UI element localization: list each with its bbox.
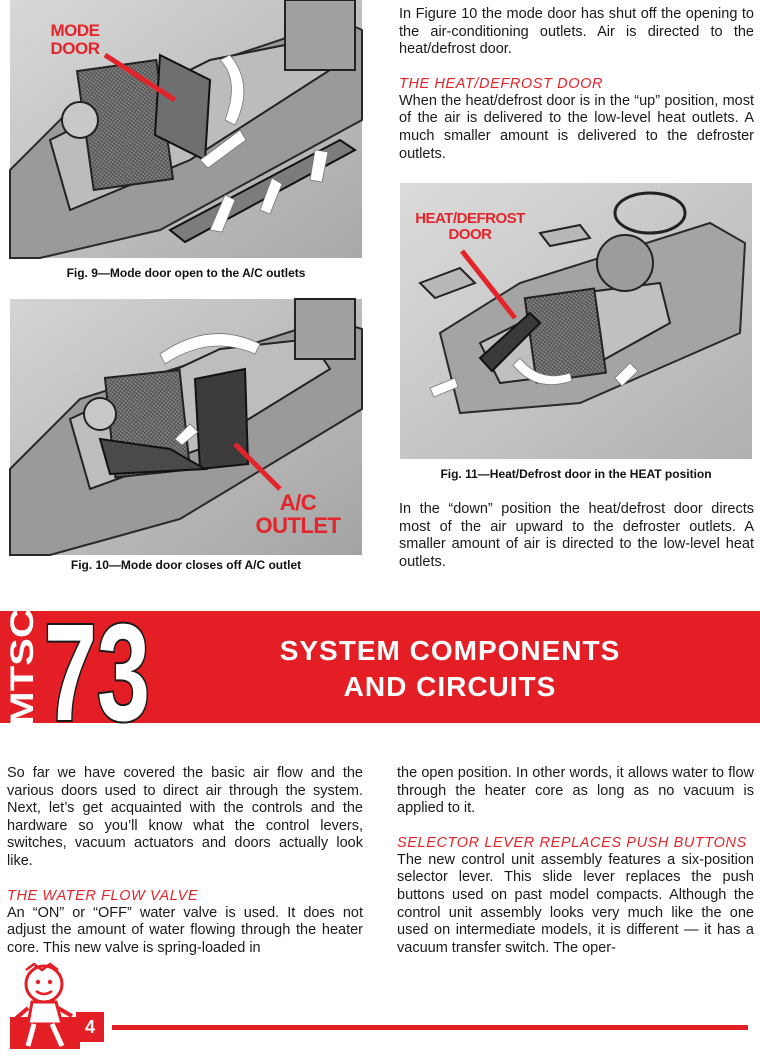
callout-line: DOOR: [50, 38, 100, 58]
section-title-line: SYSTEM COMPONENTS: [279, 635, 621, 666]
callout-line: DOOR: [448, 225, 492, 243]
fig10-explanation: In Figure 10 the mode door has shut off the opening to the air-conditioning outlets. Air is directed to the heat/defrost door.: [399, 6, 754, 58]
selector-lever-text: The new control unit assembly features a six-position selector lever. This slide lever replaces the push buttons used on past model compacts. Although the control unit assembly looks very much like the one used on intermediate models, it is different — it has a vacuum transfer switch. The oper-: [397, 851, 754, 956]
page-number: 4: [76, 1012, 104, 1042]
down-position-paragraph: In the “down” position the heat/defrost door directs most of the air upward to the defroster outlets. A smaller amount of air is directed to the low-level heat outlets.: [399, 501, 754, 570]
mtsc-vertical-label: [0, 604, 40, 730]
water-flow-valve-text: An “ON” or “OFF” water valve is used. It does not adjust the amount of water flowing through the heater core. This new valve is spring-loaded in: [7, 904, 363, 956]
water-flow-valve-heading: THE WATER FLOW VALVE: [7, 887, 199, 904]
footer-rule: [112, 1025, 748, 1030]
fig10-caption: Fig. 10—Mode door closes off A/C outlet: [70, 558, 302, 572]
section-title: [190, 633, 710, 705]
fig9-callout-mode-door: [40, 22, 110, 58]
fig10-callout-ac-outlet: A/C OUTLET: [255, 490, 341, 539]
heat-defrost-door-heading: THE HEAT/DEFROST DOOR: [399, 75, 604, 92]
figure-11-image: [400, 183, 752, 459]
figure-10-image: [10, 299, 362, 555]
water-valve-continued: the open position. In other words, it allows water to flow through the heater core as long as no vacuum is applied to it.: [397, 765, 754, 817]
figure-9-image: [10, 0, 362, 258]
bottom-left-column: [7, 765, 363, 957]
callout-line: MODE: [50, 21, 100, 40]
section-title-line: AND CIRCUITS: [343, 671, 557, 702]
section-number-text: 73: [44, 596, 150, 750]
selector-lever-heading: SELECTOR LEVER REPLACES PUSH BUTTONS: [397, 834, 747, 851]
section-number-73: [42, 596, 152, 750]
callout-line: HEAT/DEFROST: [415, 210, 525, 227]
intro-paragraph: So far we have covered the basic air flow and the various doors used to direct air through the system. Next, let’s get acquainted with the controls and the hardware so you’ll know what the control levers, switches, vacuum actuators and doors actually look like.: [7, 765, 363, 869]
top-right-column: [399, 6, 754, 163]
heat-defrost-door-text: When the heat/defrost door is in the “up” position, most of the air is delivered to the low-level heat outlets. A much smaller amount is delivered to the defroster outlets.: [399, 92, 754, 162]
fig9-caption: Fig. 9—Mode door open to the A/C outlets: [66, 266, 306, 280]
fig11-callout-heat-defrost-door: [414, 211, 526, 243]
bottom-right-column: [397, 765, 754, 957]
mtsc-text: MTSC: [4, 635, 40, 726]
fig11-caption: Fig. 11—Heat/Defrost door in the HEAT position: [440, 467, 712, 481]
